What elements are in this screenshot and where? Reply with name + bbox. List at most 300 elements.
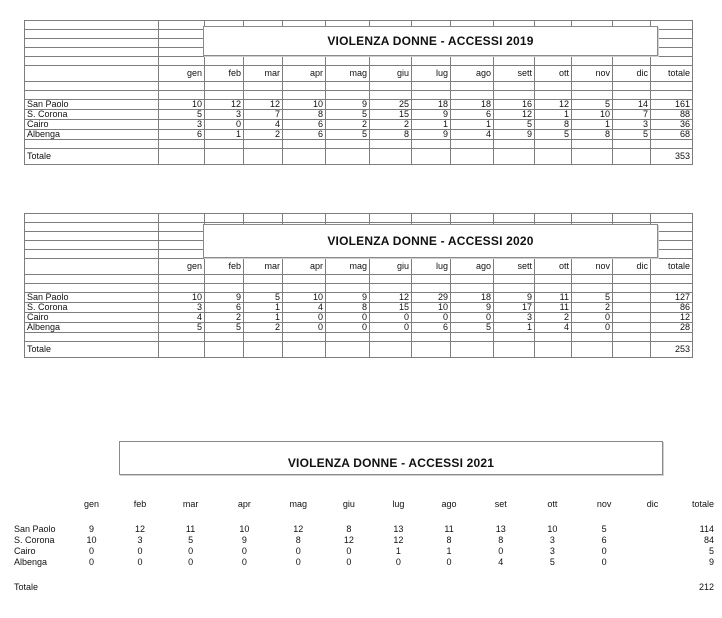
value-cell: 12 <box>494 110 535 120</box>
totale-label: Totale <box>25 342 159 358</box>
value-cell: 4 <box>159 313 205 323</box>
totale-label: Totale <box>14 582 39 592</box>
value-cell: 0 <box>241 557 247 567</box>
value-cell: 12 <box>343 535 354 545</box>
blank-cell <box>651 275 693 284</box>
blank-cell <box>572 57 613 66</box>
value-cell: 0 <box>241 546 247 556</box>
blank-cell <box>494 333 535 342</box>
blank-cell <box>25 39 159 48</box>
spacer-cell <box>14 568 714 582</box>
blank-cell <box>370 275 412 284</box>
value-cell: 11 <box>535 303 572 313</box>
header-row <box>25 66 693 82</box>
blank-cell <box>25 250 159 259</box>
blank-cell <box>244 149 283 165</box>
value-cell: 5 <box>451 323 494 333</box>
blank-cell <box>324 582 374 593</box>
value-cell: 11 <box>185 524 196 534</box>
blank-cell <box>451 82 494 91</box>
blank-cell <box>535 140 572 149</box>
value-cell: 0 <box>188 557 194 567</box>
month-header-lug: lug <box>412 66 451 82</box>
blank-cell <box>283 149 326 165</box>
blank-cell <box>613 214 651 223</box>
value-cell: 3 <box>205 110 244 120</box>
value-cell: 6 <box>283 130 326 140</box>
value-cell: 13 <box>495 524 506 534</box>
blank-cell <box>535 82 572 91</box>
value-cell: 10 <box>547 524 558 534</box>
blank-cell <box>272 582 324 593</box>
row-total: 84 <box>703 535 714 545</box>
blank-cell <box>535 342 572 358</box>
value-cell: 4 <box>244 120 283 130</box>
blank-cell <box>159 57 205 66</box>
blank-cell <box>494 342 535 358</box>
blank-cell <box>159 21 205 30</box>
header-row <box>25 259 693 275</box>
value-cell: 0 <box>205 120 244 130</box>
value-cell: 1 <box>244 313 283 323</box>
value-cell: 0 <box>346 546 352 556</box>
month-header-mag: mag <box>289 499 308 509</box>
blank-cell <box>412 284 451 293</box>
blank-cell <box>25 223 159 232</box>
month-header-apr: apr <box>283 259 326 275</box>
blank-cell <box>205 149 244 165</box>
value-cell: 5 <box>244 293 283 303</box>
value-cell: 8 <box>498 535 504 545</box>
blank-cell <box>370 140 412 149</box>
blank-cell <box>535 333 572 342</box>
value-cell: 9 <box>89 524 95 534</box>
blank-cell <box>451 214 494 223</box>
blank-cell <box>572 284 613 293</box>
value-cell: 9 <box>326 293 370 303</box>
value-cell: 3 <box>494 313 535 323</box>
value-cell: 3 <box>613 120 651 130</box>
month-header-mar: mar <box>244 66 283 82</box>
value-cell: 2 <box>370 120 412 130</box>
value-cell: 13 <box>393 524 404 534</box>
blank-cell <box>613 91 651 100</box>
table-row <box>14 557 714 568</box>
blank-cell <box>205 333 244 342</box>
row-total: 9 <box>708 557 714 567</box>
blank-cell <box>451 342 494 358</box>
blank-cell <box>159 232 205 241</box>
month-header-ago: ago <box>441 499 457 509</box>
blank-cell <box>244 82 283 91</box>
value-cell: 0 <box>346 557 352 567</box>
blank-cell <box>283 82 326 91</box>
value-cell: 2 <box>244 323 283 333</box>
row-label: S. Corona <box>14 535 55 545</box>
value-cell <box>613 303 651 313</box>
spacer-cell <box>14 510 714 524</box>
month-header-set: set <box>494 499 507 509</box>
month-header-nov: nov <box>572 66 613 82</box>
blank-cell <box>651 91 693 100</box>
value-cell: 9 <box>412 130 451 140</box>
row-label: S. Corona <box>25 110 159 120</box>
blank-cell <box>205 140 244 149</box>
table-row <box>14 524 714 535</box>
blank-cell <box>25 214 159 223</box>
value-cell: 8 <box>346 524 352 534</box>
blank-cell <box>326 140 370 149</box>
value-cell: 12 <box>293 524 304 534</box>
row-total: 28 <box>651 323 693 333</box>
value-cell: 0 <box>137 557 143 567</box>
table-row <box>25 110 693 120</box>
header-blank <box>25 66 159 82</box>
header-blank <box>14 499 68 510</box>
blank-row <box>25 57 693 66</box>
blank-cell <box>244 140 283 149</box>
blank-cell <box>25 241 159 250</box>
value-cell: 9 <box>412 110 451 120</box>
value-cell: 10 <box>159 100 205 110</box>
blank-cell <box>451 275 494 284</box>
blank-cell <box>451 333 494 342</box>
month-header-lug: lug <box>412 259 451 275</box>
blank-cell <box>326 333 370 342</box>
blank-cell <box>572 140 613 149</box>
value-cell: 1 <box>446 546 452 556</box>
blank-cell <box>613 57 651 66</box>
value-cell: 2 <box>535 313 572 323</box>
value-cell: 5 <box>326 110 370 120</box>
blank-cell <box>578 582 630 593</box>
value-cell: 0 <box>446 557 452 567</box>
row-total: 88 <box>651 110 693 120</box>
grand-total: 253 <box>651 342 693 358</box>
blank-cell <box>68 582 115 593</box>
blank-cell <box>451 57 494 66</box>
table-row <box>25 130 693 140</box>
blank-cell <box>25 91 159 100</box>
value-cell: 25 <box>370 100 412 110</box>
month-header-ott: ott <box>547 499 558 509</box>
value-cell: 0 <box>137 546 143 556</box>
blank-cell <box>412 140 451 149</box>
value-cell: 2 <box>572 303 613 313</box>
value-cell: 9 <box>205 293 244 303</box>
blank-cell <box>159 30 205 39</box>
value-cell: 3 <box>137 535 143 545</box>
row-total: 5 <box>708 546 714 556</box>
value-cell: 2 <box>326 120 370 130</box>
value-cell: 1 <box>494 323 535 333</box>
blank-cell <box>651 140 693 149</box>
row-label: Albenga <box>25 323 159 333</box>
value-cell: 6 <box>159 130 205 140</box>
value-cell: 0 <box>89 557 95 567</box>
blank-row <box>25 275 693 284</box>
blank-cell <box>205 342 244 358</box>
month-header-mag: mag <box>326 259 370 275</box>
row-label: Albenga <box>25 130 159 140</box>
blank-cell <box>205 214 244 223</box>
grand-total: 353 <box>651 149 693 165</box>
blank-cell <box>326 91 370 100</box>
blank-cell <box>535 214 572 223</box>
blank-cell <box>283 275 326 284</box>
value-cell: 5 <box>188 535 194 545</box>
table-2021 <box>14 499 714 593</box>
blank-cell <box>451 149 494 165</box>
blank-cell <box>535 91 572 100</box>
blank-cell <box>412 342 451 358</box>
value-cell: 8 <box>326 303 370 313</box>
blank-cell <box>25 275 159 284</box>
value-cell: 1 <box>451 120 494 130</box>
blank-cell <box>244 342 283 358</box>
table-row <box>14 546 714 557</box>
spacer-row <box>14 510 714 524</box>
table-row <box>25 120 693 130</box>
blank-cell <box>283 342 326 358</box>
row-label: San Paolo <box>25 100 159 110</box>
month-header-mar: mar <box>182 499 199 509</box>
blank-cell <box>613 140 651 149</box>
row-total: 114 <box>699 524 714 534</box>
row-total: 86 <box>651 303 693 313</box>
blank-cell <box>159 284 205 293</box>
month-header-giu: giu <box>342 499 355 509</box>
blank-cell <box>535 284 572 293</box>
value-cell: 18 <box>451 293 494 303</box>
row-label: Cairo <box>14 546 36 556</box>
blank-cell <box>25 232 159 241</box>
blank-cell <box>370 214 412 223</box>
blank-cell <box>25 333 159 342</box>
value-cell: 0 <box>326 313 370 323</box>
blank-cell <box>572 275 613 284</box>
month-header-dic: dic <box>613 66 651 82</box>
blank-cell <box>283 284 326 293</box>
value-cell: 5 <box>205 323 244 333</box>
blank-cell <box>613 342 651 358</box>
blank-cell <box>494 91 535 100</box>
header-row <box>14 499 714 510</box>
blank-cell <box>283 214 326 223</box>
blank-cell <box>412 275 451 284</box>
blank-cell <box>613 82 651 91</box>
blank-cell <box>613 333 651 342</box>
blank-cell <box>412 214 451 223</box>
value-cell: 12 <box>134 524 145 534</box>
blank-cell <box>572 82 613 91</box>
blank-cell <box>159 250 205 259</box>
value-cell: 0 <box>572 323 613 333</box>
blank-cell <box>535 57 572 66</box>
value-cell: 6 <box>412 323 451 333</box>
blank-cell <box>205 284 244 293</box>
value-cell: 10 <box>159 293 205 303</box>
value-cell: 0 <box>601 546 607 556</box>
value-cell: 1 <box>244 303 283 313</box>
value-cell: 3 <box>159 120 205 130</box>
month-header-giu: giu <box>370 66 412 82</box>
blank-cell <box>159 91 205 100</box>
month-header-sett: sett <box>494 259 535 275</box>
value-cell: 5 <box>601 524 607 534</box>
month-header-dic: dic <box>646 499 659 509</box>
blank-cell <box>451 91 494 100</box>
value-cell: 3 <box>549 546 555 556</box>
value-cell <box>630 546 675 557</box>
row-label: San Paolo <box>14 524 56 534</box>
value-cell: 9 <box>494 293 535 303</box>
value-cell: 17 <box>494 303 535 313</box>
blank-cell <box>159 214 205 223</box>
value-cell <box>613 313 651 323</box>
value-cell: 0 <box>89 546 95 556</box>
blank-cell <box>283 140 326 149</box>
blank-cell <box>451 140 494 149</box>
blank-cell <box>494 140 535 149</box>
total-header: totale <box>651 259 693 275</box>
value-cell: 5 <box>494 120 535 130</box>
value-cell: 10 <box>239 524 250 534</box>
value-cell: 5 <box>326 130 370 140</box>
blank-cell <box>412 57 451 66</box>
blank-cell <box>494 214 535 223</box>
value-cell: 12 <box>244 100 283 110</box>
value-cell: 0 <box>295 557 301 567</box>
blank-cell <box>494 149 535 165</box>
title-2020: VIOLENZA DONNE - ACCESSI 2020 <box>203 224 658 258</box>
blank-cell <box>370 149 412 165</box>
month-header-ago: ago <box>451 66 494 82</box>
value-cell: 1 <box>572 120 613 130</box>
value-cell: 0 <box>498 546 504 556</box>
month-header-gen: gen <box>159 259 205 275</box>
spacer-row <box>14 568 714 582</box>
value-cell: 29 <box>412 293 451 303</box>
value-cell: 0 <box>326 323 370 333</box>
value-cell <box>613 293 651 303</box>
blank-cell <box>159 223 205 232</box>
blank-cell <box>370 333 412 342</box>
month-header-gen: gen <box>84 499 100 509</box>
blank-cell <box>451 284 494 293</box>
value-cell: 1 <box>535 110 572 120</box>
blank-row <box>25 82 693 91</box>
value-cell: 5 <box>535 130 572 140</box>
value-cell: 3 <box>159 303 205 313</box>
blank-cell <box>159 48 205 57</box>
blank-cell <box>283 91 326 100</box>
value-cell: 8 <box>295 535 301 545</box>
blank-cell <box>205 275 244 284</box>
blank-cell <box>572 214 613 223</box>
blank-cell <box>244 91 283 100</box>
totale-row <box>14 582 714 593</box>
month-header-apr: apr <box>237 499 251 509</box>
blank-row <box>25 91 693 100</box>
blank-cell <box>165 582 217 593</box>
value-cell: 7 <box>613 110 651 120</box>
title-2021: VIOLENZA DONNE - ACCESSI 2021 <box>119 441 663 475</box>
blank-cell <box>651 82 693 91</box>
blank-cell <box>370 342 412 358</box>
blank-cell <box>326 284 370 293</box>
month-header-feb: feb <box>205 259 244 275</box>
month-header-giu: giu <box>370 259 412 275</box>
value-cell: 5 <box>159 110 205 120</box>
row-label: S. Corona <box>25 303 159 313</box>
value-cell: 2 <box>205 313 244 323</box>
value-cell: 6 <box>205 303 244 313</box>
row-label: Cairo <box>25 313 159 323</box>
blank-row <box>25 140 693 149</box>
blank-cell <box>572 342 613 358</box>
blank-cell <box>494 275 535 284</box>
value-cell: 10 <box>86 535 97 545</box>
blank-cell <box>159 241 205 250</box>
month-header-gen: gen <box>159 66 205 82</box>
value-cell: 5 <box>572 293 613 303</box>
value-cell: 8 <box>370 130 412 140</box>
blank-row <box>25 333 693 342</box>
value-cell: 12 <box>205 100 244 110</box>
table-row <box>14 535 714 546</box>
row-total: 127 <box>651 293 693 303</box>
blank-cell <box>25 30 159 39</box>
value-cell: 1 <box>412 120 451 130</box>
blank-cell <box>370 91 412 100</box>
row-total: 36 <box>651 120 693 130</box>
month-header-dic: dic <box>613 259 651 275</box>
blank-cell <box>244 57 283 66</box>
blank-cell <box>412 91 451 100</box>
value-cell: 0 <box>601 557 607 567</box>
blank-cell <box>244 284 283 293</box>
total-header: totale <box>691 499 714 509</box>
blank-cell <box>25 284 159 293</box>
value-cell: 4 <box>498 557 504 567</box>
table-row <box>25 303 693 313</box>
blank-cell <box>115 582 165 593</box>
blank-cell <box>205 82 244 91</box>
blank-cell <box>326 275 370 284</box>
blank-cell <box>25 21 159 30</box>
blank-cell <box>25 140 159 149</box>
blank-cell <box>244 333 283 342</box>
value-cell: 10 <box>283 100 326 110</box>
blank-cell <box>216 582 272 593</box>
month-header-ott: ott <box>535 259 572 275</box>
value-cell: 15 <box>370 303 412 313</box>
blank-cell <box>25 48 159 57</box>
value-cell: 12 <box>370 293 412 303</box>
month-header-ott: ott <box>535 66 572 82</box>
blank-cell <box>412 82 451 91</box>
value-cell: 0 <box>370 323 412 333</box>
value-cell: 12 <box>393 535 404 545</box>
value-cell: 8 <box>446 535 452 545</box>
value-cell: 2 <box>244 130 283 140</box>
row-label: Cairo <box>25 120 159 130</box>
value-cell: 9 <box>241 535 247 545</box>
value-cell: 12 <box>535 100 572 110</box>
blank-cell <box>572 333 613 342</box>
value-cell: 9 <box>326 100 370 110</box>
